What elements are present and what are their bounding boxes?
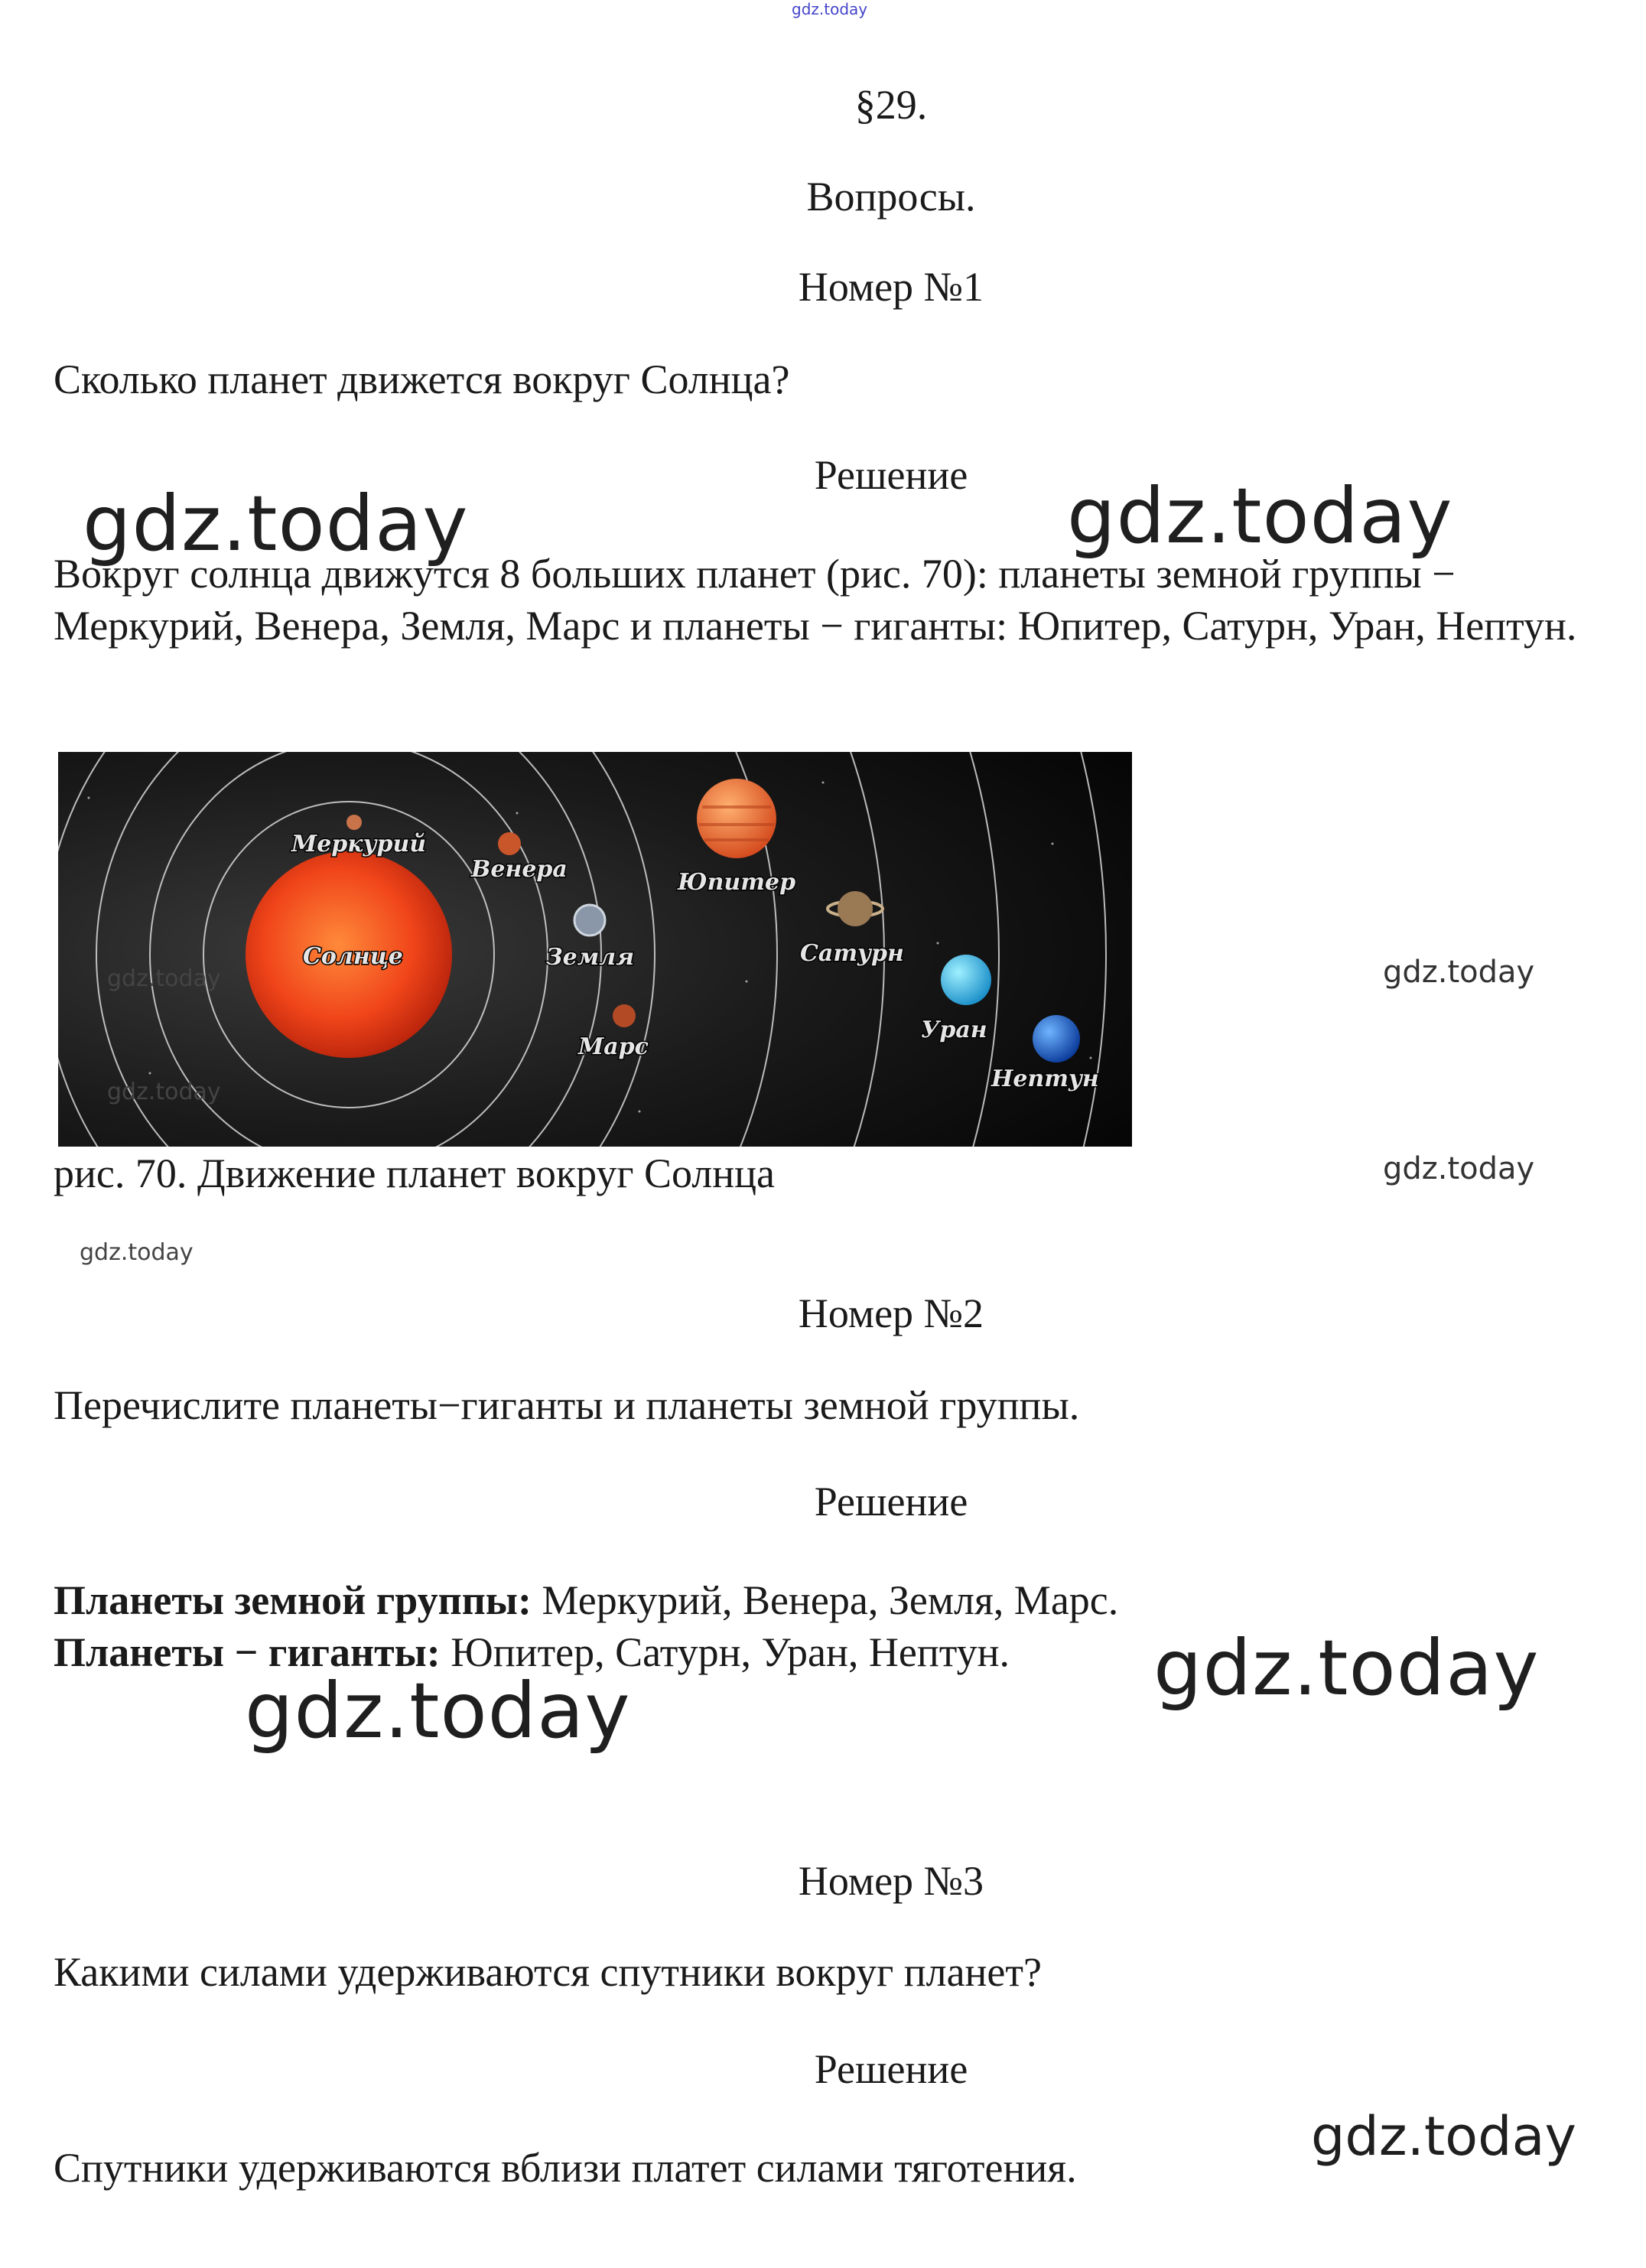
watermark: gdz.today	[1067, 471, 1453, 561]
sun-label: Солнце	[303, 943, 403, 970]
mercury-planet	[346, 815, 362, 830]
q3-question: Какими силами удерживаются спутники вокруг планет?	[54, 1949, 1042, 1995]
terrestrial-label: Планеты земной группы:	[54, 1577, 532, 1623]
mars-label: Марс	[578, 1033, 649, 1060]
watermark: gdz.today	[1311, 2105, 1576, 2168]
q3-heading: Номер №3	[798, 1858, 984, 1904]
uranus-planet	[941, 955, 991, 1005]
questions-heading: Вопросы.	[806, 174, 976, 220]
giants-label: Планеты − гиганты:	[54, 1629, 441, 1675]
mars-planet	[613, 1004, 636, 1027]
watermark: gdz.today	[1383, 1151, 1535, 1186]
watermark: gdz.today	[245, 1666, 631, 1756]
q3-answer: Спутники удерживаются вблизи платет силами тяготения.	[54, 2145, 1077, 2191]
venus-planet	[498, 832, 521, 855]
watermark: gdz.today	[80, 1239, 194, 1266]
top-watermark: gdz.today	[792, 0, 868, 18]
q1-question: Сколько планет движется вокруг Солнца?	[54, 356, 790, 402]
section-number: §29.	[854, 82, 928, 128]
saturn-planet	[838, 891, 873, 926]
watermark: gdz.today	[83, 479, 469, 568]
terrestrial-line	[54, 1574, 1599, 1626]
q2-solution-label: Решение	[814, 1479, 968, 1524]
q1-solution-label: Решение	[814, 452, 968, 498]
q1-heading: Номер №1	[798, 264, 984, 310]
mercury-label: Меркурий	[291, 831, 427, 857]
neptune-planet	[1033, 1015, 1080, 1062]
uranus-label: Уран	[921, 1017, 987, 1043]
watermark: gdz.today	[1383, 955, 1535, 990]
watermark: gdz.today	[107, 965, 221, 992]
earth-planet	[574, 905, 605, 936]
jupiter-planet	[697, 779, 776, 858]
q3-solution-label: Решение	[814, 2046, 968, 2092]
q1-answer: Вокруг солнца движутся 8 больших планет (рис. 70): планеты земной группы − Меркурий, Венера, Земля, Марс и планеты − гиганты: Юпитер, Сатурн, Уран, Нептун.	[54, 551, 1577, 649]
jupiter-label: Юпитер	[678, 869, 796, 896]
terrestrial-list: Меркурий, Венера, Земля, Марс.	[531, 1577, 1119, 1623]
earth-label: Земля	[546, 944, 635, 971]
giants-list: Юпитер, Сатурн, Уран, Нептун.	[440, 1629, 1010, 1675]
q2-heading: Номер №2	[798, 1290, 984, 1336]
watermark: gdz.today	[1153, 1623, 1540, 1713]
watermark: gdz.today	[107, 1079, 221, 1105]
q2-question: Перечислите планеты−гиганты и планеты земной группы.	[54, 1382, 1080, 1428]
saturn-label: Сатурн	[800, 940, 904, 967]
figure-caption: рис. 70. Движение планет вокруг Солнца	[54, 1150, 776, 1196]
venus-label: Венера	[471, 856, 568, 883]
neptune-label: Нептун	[991, 1066, 1099, 1092]
